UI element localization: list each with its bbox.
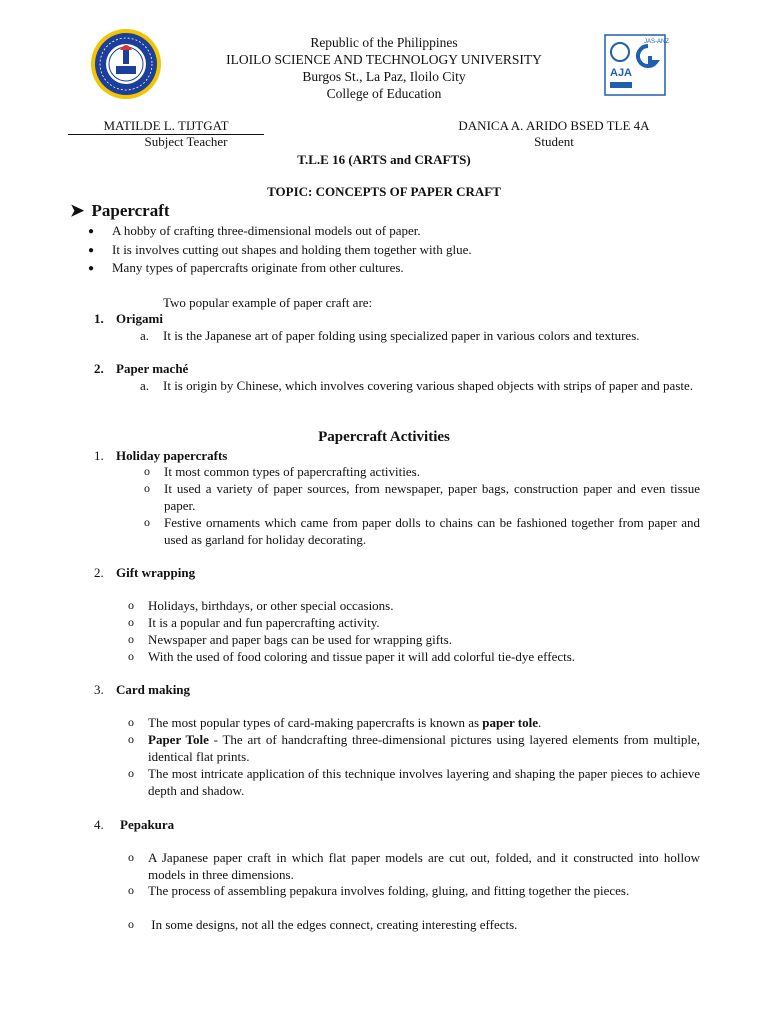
list-item: ● A hobby of crafting three-dimensional models out of paper. <box>88 223 421 238</box>
list-item: o The most intricate application of this technique involves layering and shaping the paper pieces to achieve depth and shadow. <box>128 766 700 798</box>
university-seal-logo <box>90 28 162 100</box>
activity-number: 2. <box>94 565 104 580</box>
list-item: o It is a popular and fun papercrafting activity. <box>128 615 380 630</box>
bullet-icon: ● <box>88 263 95 274</box>
list-item: o It most common types of papercrafting activities. <box>144 464 420 479</box>
circle-bullet-icon: o <box>128 883 134 897</box>
student-role: Student <box>534 134 574 149</box>
list-item: o The most popular types of card-making papercrafts is known as paper tole. <box>128 715 542 730</box>
list-item: o A Japanese paper craft in which flat paper models are cut out, folded, and it constructed into hollow models in three dimensions. <box>128 850 700 882</box>
activity-title: Card making <box>116 682 191 697</box>
circle-bullet-icon: o <box>128 632 134 646</box>
course-title: T.L.E 16 (ARTS and CRAFTS) <box>297 152 471 167</box>
header-college: College of Education <box>326 86 442 101</box>
activity-number: 1. <box>94 448 104 463</box>
teacher-role: Subject Teacher <box>144 134 228 149</box>
example-number: 1. <box>94 311 104 326</box>
activity-number: 3. <box>94 682 104 697</box>
activities-heading: Papercraft Activities <box>318 429 450 445</box>
example-text: It is the Japanese art of paper folding using specialized paper in various colors and textures. <box>163 328 640 343</box>
example-text: It is origin by Chinese, which involves covering various shaped objects with strips of paper and paste. <box>163 378 694 393</box>
circle-bullet-icon: o <box>128 598 134 612</box>
activity-title: Holiday papercrafts <box>116 448 228 463</box>
student-name: DANICA A. ARIDO BSED TLE 4A <box>458 118 650 133</box>
list-item: ● It is involves cutting out shapes and holding them together with glue. <box>88 242 472 257</box>
header-republic: Republic of the Philippines <box>310 35 458 50</box>
bullet-icon: ● <box>88 245 95 256</box>
activity-title: Pepakura <box>120 817 175 832</box>
example-sub-letter: a. <box>140 378 150 393</box>
header-university: ILOILO SCIENCE AND TECHNOLOGY UNIVERSITY <box>226 52 542 67</box>
arrow-bullet-icon: ➤ <box>70 201 85 220</box>
examples-intro: Two popular example of paper craft are: <box>163 295 373 310</box>
list-item: o The process of assembling pepakura involves folding, gluing, and fitting together the pieces. <box>128 883 630 898</box>
circle-bullet-icon: o <box>128 850 134 864</box>
list-item: o Paper Tole - The art of handcrafting three-dimensional pictures using layered elements from multiple, identical flat prints. <box>128 732 700 764</box>
topic-title: TOPIC: CONCEPTS OF PAPER CRAFT <box>267 184 501 199</box>
circle-bullet-icon: o <box>128 649 134 663</box>
certification-logo <box>604 34 670 96</box>
papercraft-heading: ➤ Papercraft <box>70 201 170 220</box>
circle-bullet-icon: o <box>128 732 134 746</box>
list-item: o It used a variety of paper sources, from newspaper, paper bags, construction paper and even tissue paper. <box>144 481 700 513</box>
list-item: o In some designs, not all the edges connect, creating interesting effects. <box>128 917 518 932</box>
circle-bullet-icon: o <box>128 766 134 780</box>
activity-title: Gift wrapping <box>116 565 196 580</box>
circle-bullet-icon: o <box>128 615 134 629</box>
list-item: o With the used of food coloring and tissue paper it will add colorful tie-dye effects. <box>128 649 576 664</box>
example-title: Origami <box>116 311 163 326</box>
list-item: o Holidays, birthdays, or other special occasions. <box>128 598 394 613</box>
bullet-icon: ● <box>88 226 95 237</box>
logo-text-aja: AJA <box>610 67 633 79</box>
example-sub-letter: a. <box>140 328 150 343</box>
list-item: o Newspaper and paper bags can be used for wrapping gifts. <box>128 632 452 647</box>
list-item: o Festive ornaments which came from paper dolls to chains can be fashioned together from paper and used as garland for holiday decorating. <box>144 515 700 547</box>
circle-bullet-icon: o <box>144 515 150 529</box>
teacher-name: MATILDE L. TIJTGAT <box>68 117 264 135</box>
logo-text-jasanz: JAS-ANZ <box>644 39 670 45</box>
list-item: ● Many types of papercrafts originate from other cultures. <box>88 260 404 275</box>
header-address: Burgos St., La Paz, Iloilo City <box>302 69 466 84</box>
circle-bullet-icon: o <box>128 917 134 931</box>
circle-bullet-icon: o <box>144 464 150 478</box>
example-title: Paper maché <box>116 361 189 376</box>
activity-number: 4. <box>94 817 104 832</box>
circle-bullet-icon: o <box>128 715 134 729</box>
circle-bullet-icon: o <box>144 481 150 495</box>
example-number: 2. <box>94 361 104 376</box>
